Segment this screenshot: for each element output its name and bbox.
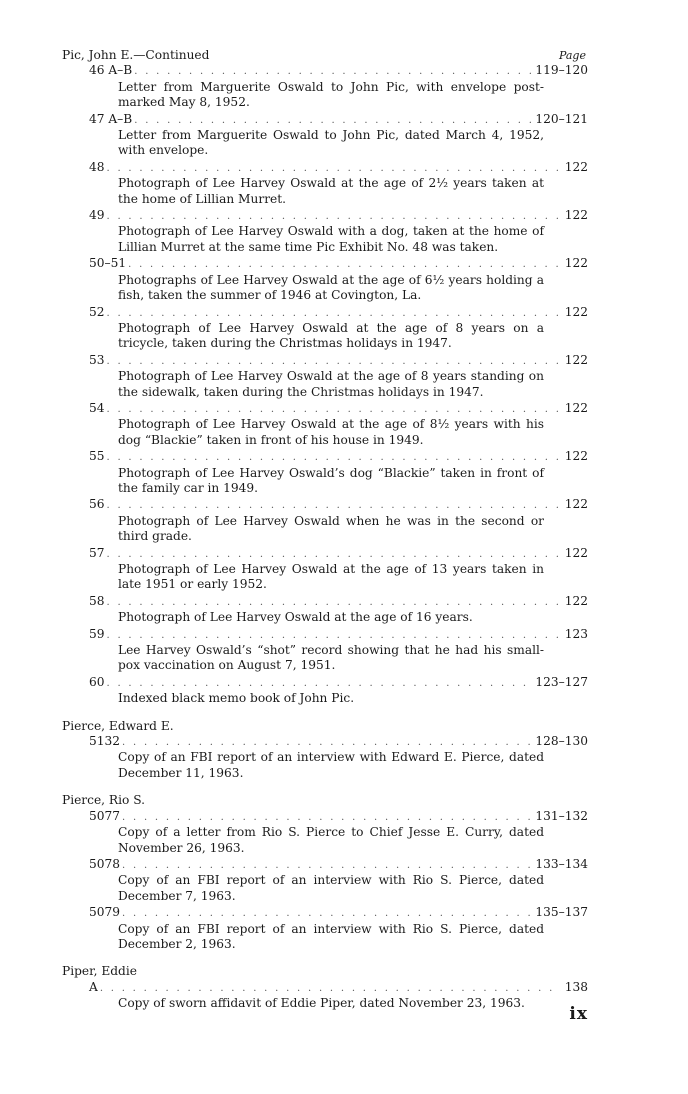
exhibit-row [62,594,588,610]
exhibit-row [62,401,588,417]
exhibit-description: Photograph of Lee Harvey Oswald’s dog “Blackie” taken in front of the family car in 1949. [118,465,544,495]
dot-leader [107,306,561,321]
exhibit-entry [62,401,588,448]
exhibit-pages: 122 [564,497,588,512]
exhibit-entry [62,734,588,781]
exhibit-pages: 138 [564,979,588,994]
exhibit-description: Copy of sworn affidavit of Eddie Piper, dated November 23, 1963. [118,996,525,1011]
exhibit-entry [62,675,588,707]
exhibit-number: 59 [89,626,105,641]
exhibit-number: 60 [89,674,105,689]
exhibit-number: A [89,979,98,994]
dot-leader [107,628,561,643]
exhibit-pages: 123 [564,626,588,641]
exhibit-entry [62,905,588,952]
exhibit-entry [62,305,588,352]
dot-leader [107,595,561,610]
exhibit-description: Photograph of Lee Harvey Oswald at the age of 2½ years taken at the home of Lillian Murret. [118,176,544,206]
exhibit-description: Photograph of Lee Harvey Oswald when he was in the second or third grade. [118,513,544,544]
exhibit-entry [62,256,588,303]
exhibit-number: 5077 [89,808,121,823]
exhibit-description: Photograph of Lee Harvey Oswald at the age of 16 years. [118,610,473,625]
exhibit-number: 53 [89,352,105,367]
exhibit-entry [62,594,588,626]
dot-leader [134,64,531,79]
dot-leader [128,257,561,272]
exhibit-entry [62,160,588,207]
exhibit-row [62,449,588,465]
exhibit-row [62,809,588,825]
exhibit-number: 57 [89,545,105,560]
exhibit-row [62,905,588,921]
exhibit-entry [62,627,588,674]
witness-name: Pierce, Edward E. [62,718,174,733]
exhibit-row [62,546,588,562]
exhibit-description: Copy of an FBI report of an interview with Rio S. Pierce, dated December 7, 1963. [118,873,544,903]
exhibit-description: Lee Harvey Oswald’s “shot” record showing that he had his small-pox vaccination on August 7, 1951. [118,643,544,673]
exhibit-entry [62,208,588,255]
exhibit-pages: 122 [564,208,588,223]
dot-leader [107,354,561,369]
exhibit-description: Photograph of Lee Harvey Oswald with a dog, taken at the home of Lillian Murret at the same time Pic Exhibit No. 48 was taken. [118,224,544,254]
page-number: ix [569,1003,588,1024]
dot-leader [107,402,561,417]
exhibit-pages: 122 [564,593,588,608]
exhibit-number: 49 [89,208,105,223]
exhibit-pages: 133–134 [535,856,588,871]
dot-leader [122,810,531,825]
exhibit-row [62,160,588,176]
exhibit-row [62,627,588,643]
dot-leader [107,547,561,562]
exhibit-row [62,734,588,750]
exhibit-pages: 119–120 [535,63,588,78]
exhibit-pages: 131–132 [535,808,588,823]
exhibit-description: Copy of an FBI report of an interview with Edward E. Pierce, dated December 11, 1963. [118,750,544,780]
witness-name: Pierce, Rio S. [62,793,145,808]
continued-title: Pic, John E.—Continued [62,48,210,62]
exhibit-pages: 128–130 [535,734,588,749]
exhibit-description: Letter from Marguerite Oswald to John Pic, with envelope post-marked May 8, 1952. [118,79,544,110]
exhibit-row [62,305,588,321]
exhibit-description: Copy of a letter from Rio S. Pierce to Chief Jesse E. Curry, dated November 26, 1963. [118,825,544,855]
exhibit-row [62,112,588,128]
exhibit-row [62,63,588,79]
exhibit-description: Photograph of Lee Harvey Oswald at the age of 8½ years with his dog “Blackie” taken in front of his house in 1949. [118,417,544,447]
exhibit-pages: 122 [564,256,588,271]
dot-leader [122,735,531,750]
exhibit-entry [62,112,588,159]
dot-leader [134,113,531,128]
exhibit-number: 58 [89,593,105,608]
exhibit-description: Photographs of Lee Harvey Oswald at the age of 6½ years holding a fish, taken the summer of 1946 at Covington, La. [118,272,544,303]
dot-leader [107,161,561,176]
exhibit-description: Copy of an FBI report of an interview with Rio S. Pierce, dated December 2, 1963. [118,921,544,951]
exhibit-number: 52 [89,304,105,319]
exhibit-pages: 122 [564,352,588,367]
exhibit-description: Photograph of Lee Harvey Oswald at the age of 8 years standing on the sidewalk, taken during the Christmas holidays in 1947. [118,369,544,399]
index-sections [62,63,588,1011]
exhibit-number: 50–51 [89,256,127,271]
dot-leader [107,209,561,224]
exhibit-number: 46 A–B [89,63,133,78]
exhibit-row [62,256,588,272]
exhibit-entry [62,546,588,593]
witness-section [62,793,588,952]
exhibit-row [62,857,588,873]
index-page [62,48,588,1013]
witness-section [62,964,588,1011]
exhibit-number: 47 A–B [89,111,133,126]
exhibit-entry [62,63,588,110]
dot-leader [122,858,531,873]
exhibit-number: 5132 [89,734,121,749]
exhibit-row [62,497,588,513]
exhibit-row [62,208,588,224]
exhibit-pages: 122 [564,304,588,319]
exhibit-pages: 120–121 [535,111,588,126]
dot-leader [100,981,561,996]
exhibit-entry [62,497,588,544]
exhibit-entry [62,353,588,400]
exhibit-pages: 122 [564,449,588,464]
exhibit-entry [62,980,588,1012]
exhibit-number: 5079 [89,905,121,920]
witness-name: Piper, Eddie [62,964,137,979]
dot-leader [122,906,531,921]
exhibit-description: Letter from Marguerite Oswald to John Pic, dated March 4, 1952, with envelope. [118,128,544,158]
exhibit-number: 5078 [89,856,121,871]
exhibit-row [62,353,588,369]
witness-section [62,63,588,706]
continued-header [62,48,588,63]
exhibit-number: 55 [89,449,105,464]
dot-leader [107,498,561,513]
exhibit-entry [62,809,588,856]
exhibit-pages: 122 [564,400,588,415]
exhibit-entry [62,857,588,904]
exhibit-pages: 123–127 [535,674,588,689]
exhibit-number: 54 [89,400,105,415]
exhibit-pages: 122 [564,159,588,174]
exhibit-description: Indexed black memo book of John Pic. [118,691,355,706]
witness-section [62,719,588,782]
page-column-label: Page [558,49,586,62]
exhibit-pages: 135–137 [535,905,588,920]
exhibit-description: Photograph of Lee Harvey Oswald at the age of 8 years on a tricycle, taken during the Christmas holidays in 1947. [118,320,544,351]
dot-leader [107,676,532,691]
exhibit-row [62,675,588,691]
exhibit-entry [62,449,588,496]
dot-leader [107,450,561,465]
exhibit-number: 56 [89,497,105,512]
exhibit-row [62,980,588,996]
exhibit-number: 48 [89,159,105,174]
exhibit-pages: 122 [564,545,588,560]
exhibit-description: Photograph of Lee Harvey Oswald at the age of 13 years taken in late 1951 or early 1952. [118,562,544,592]
